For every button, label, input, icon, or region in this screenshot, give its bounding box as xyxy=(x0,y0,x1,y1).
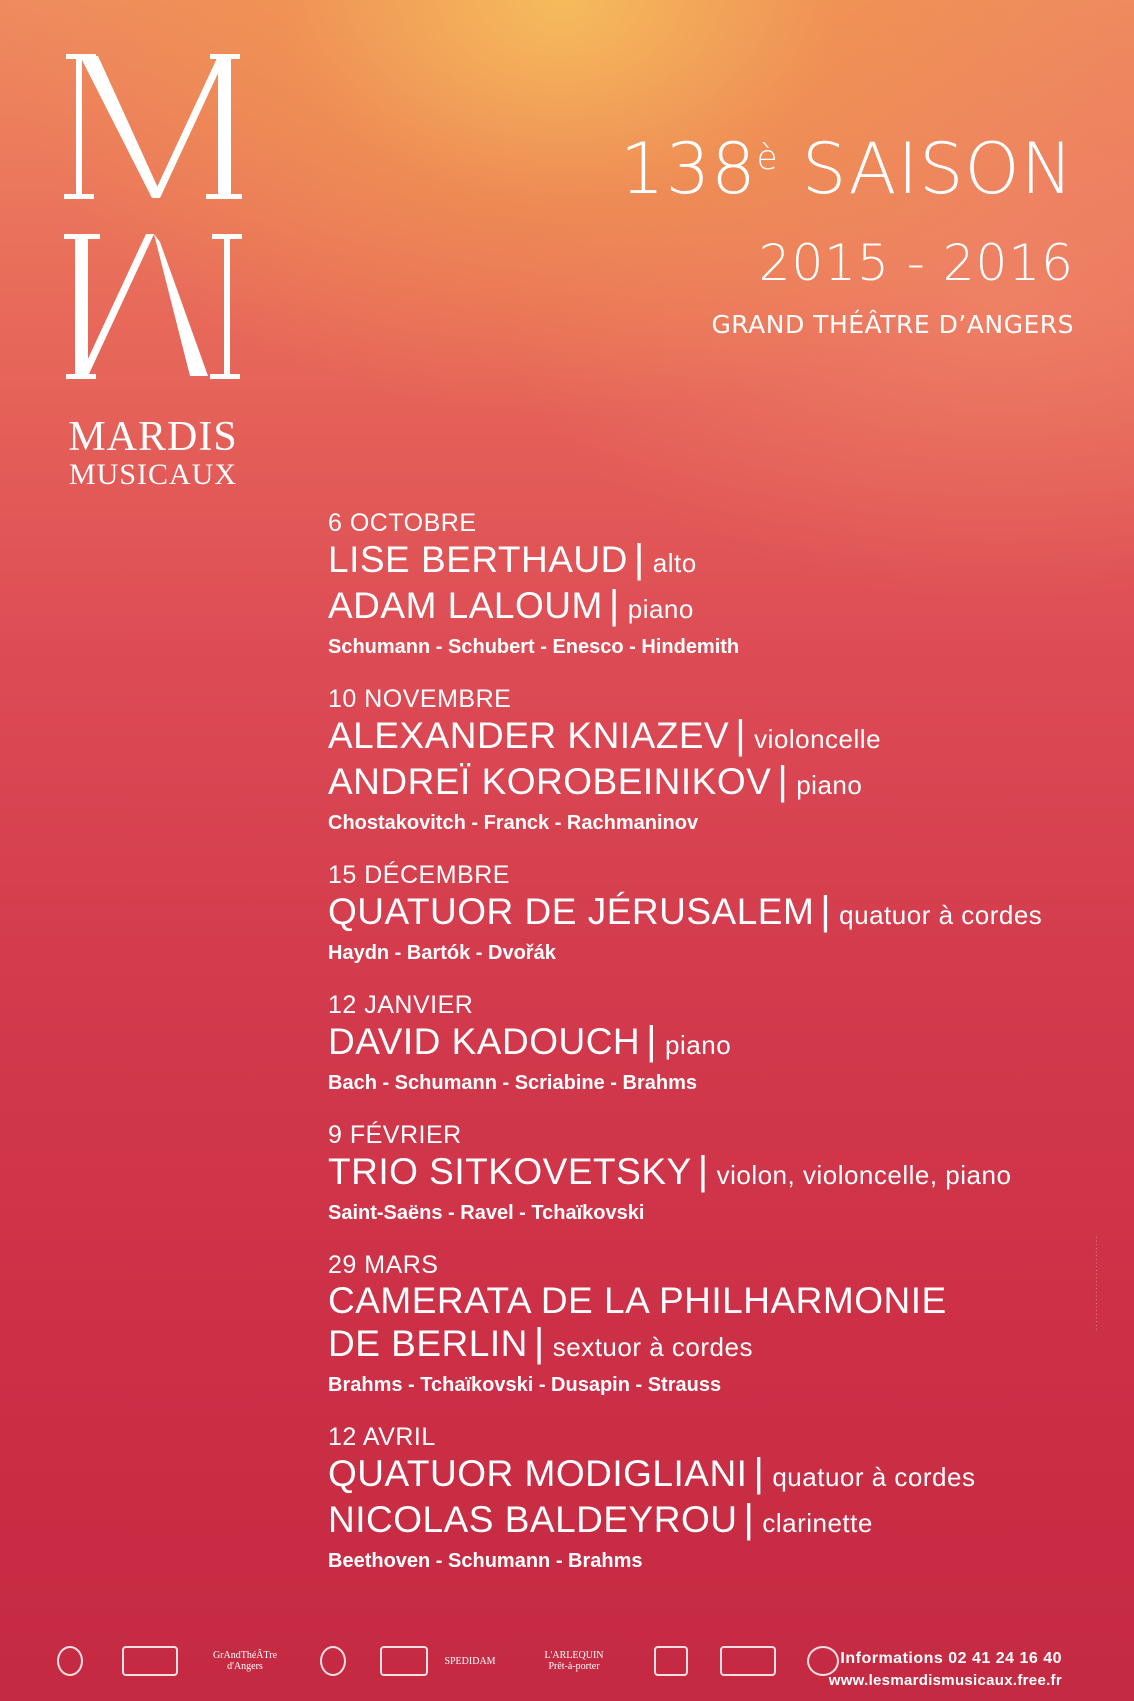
performer-instrument: alto xyxy=(652,548,697,578)
performer-name: CAMERATA DE LA PHILHARMONIE xyxy=(328,1280,947,1321)
performer-name: DE BERLIN xyxy=(328,1323,528,1364)
performer-instrument: quatuor à cordes xyxy=(839,900,1043,930)
season-word: SAISON xyxy=(801,128,1074,210)
separator-bar: | xyxy=(608,583,620,627)
concert-date: 9 FÉVRIER xyxy=(328,1121,462,1149)
logo-glyph xyxy=(57,1646,83,1676)
performer-instrument: violon, violoncelle, piano xyxy=(716,1160,1012,1190)
logo-glyph xyxy=(320,1646,346,1676)
logo xyxy=(58,48,248,490)
performer-instrument: quatuor à cordes xyxy=(772,1462,976,1492)
spedidam-logo-icon: SPEDIDAM xyxy=(444,1655,496,1667)
separator-bar: | xyxy=(735,713,747,757)
performer-name: ADAM LALOUM xyxy=(328,585,603,626)
composer-list: Beethoven - Schumann - Brahms xyxy=(328,1550,643,1572)
performer-instrument: piano xyxy=(665,1030,732,1060)
performer-line xyxy=(328,714,1088,760)
logo-line-1: MARDIS xyxy=(68,414,238,460)
info-phone: Informations 02 41 24 16 40 xyxy=(840,1650,1062,1667)
musicians-logo-icon xyxy=(378,1640,430,1682)
printer-credit: · · · · · · · · · · · · · · · · · · · · · · · · · · xyxy=(1094,1236,1100,1330)
separator-bar: | xyxy=(753,1451,765,1495)
separator-bar: | xyxy=(633,537,645,581)
concert-entry xyxy=(328,990,1088,1098)
performer-line xyxy=(328,1150,1088,1196)
performer-name: ANDREÏ KOROBEINIKOV xyxy=(328,761,772,802)
venue-name: GRAND THÉÂTRE D’ANGERS xyxy=(711,310,1074,339)
logo-glyph xyxy=(720,1646,776,1676)
angers-logo-icon xyxy=(55,1640,85,1682)
arlequin-logo-icon: L'ARLEQUIN Prêt-à-porter xyxy=(544,1650,604,1672)
performer-name: TRIO SITKOVETSKY xyxy=(328,1151,692,1192)
separator-bar: | xyxy=(820,889,832,933)
composer-list: Schumann - Schubert - Enesco - Hindemith xyxy=(328,636,740,658)
contact-info xyxy=(829,1650,1062,1689)
performer-name: QUATUOR DE JÉRUSALEM xyxy=(328,891,815,932)
performer-line xyxy=(328,1322,1088,1368)
partner-box-logo-icon xyxy=(318,1640,348,1682)
composer-list: Chostakovitch - Franck - Rachmaninov xyxy=(328,812,699,834)
season-title xyxy=(620,128,1074,210)
grand-theatre-logo-icon: GrAndThéÂTre d'Angers xyxy=(212,1650,278,1672)
concert-date: 12 AVRIL xyxy=(328,1423,436,1451)
performer-line xyxy=(328,584,1088,630)
concert-entry xyxy=(328,508,1088,662)
website-link[interactable]: www.lesmardismusicaux.free.fr xyxy=(828,1672,1062,1689)
performer-line xyxy=(328,760,1088,806)
separator-bar: | xyxy=(777,759,789,803)
separator-bar: | xyxy=(697,1149,709,1193)
performer-name: DAVID KADOUCH xyxy=(328,1021,641,1062)
composer-list: Brahms - Tchaïkovski - Dusapin - Strauss xyxy=(328,1374,722,1396)
concert-date: 10 NOVEMBRE xyxy=(328,685,512,713)
performer-name: NICOLAS BALDEYROU xyxy=(328,1499,738,1540)
performer-instrument: sextuor à cordes xyxy=(552,1332,753,1362)
performer-instrument: violoncelle xyxy=(754,724,882,754)
performer-line xyxy=(328,1498,1088,1544)
performer-line xyxy=(328,890,1088,936)
logo-wordmark xyxy=(58,416,248,490)
performer-line xyxy=(328,1020,1088,1066)
performer-instrument: piano xyxy=(627,594,694,624)
season-number: 138 xyxy=(620,128,757,210)
separator-bar: | xyxy=(743,1497,755,1541)
concert-entry xyxy=(328,1422,1088,1576)
concert-program xyxy=(328,508,1088,1598)
footer xyxy=(0,1632,1134,1692)
flag-logo-icon xyxy=(652,1640,690,1682)
concert-date: 12 JANVIER xyxy=(328,991,474,1019)
concert-entry xyxy=(328,860,1088,968)
separator-bar: | xyxy=(533,1321,545,1365)
logo-glyph xyxy=(654,1646,688,1676)
logo-glyph xyxy=(122,1646,178,1676)
car-logo-icon xyxy=(718,1640,778,1682)
concert-entry xyxy=(328,1120,1088,1228)
composer-list: Bach - Schumann - Scriabine - Brahms xyxy=(328,1072,697,1094)
performer-name: QUATUOR MODIGLIANI xyxy=(328,1453,748,1494)
performer-line xyxy=(328,538,1088,584)
performer-name: LISE BERTHAUD xyxy=(328,539,628,580)
season-suffix: è xyxy=(756,138,779,178)
concert-date: 15 DÉCEMBRE xyxy=(328,861,510,889)
performer-line xyxy=(328,1452,1088,1498)
performer-instrument: clarinette xyxy=(762,1508,873,1538)
performer-instrument: piano xyxy=(796,770,863,800)
logo-glyph xyxy=(380,1646,428,1676)
concert-entry xyxy=(328,684,1088,838)
composer-list: Saint-Saëns - Ravel - Tchaïkovski xyxy=(328,1202,645,1224)
anjou-logo-icon xyxy=(120,1640,180,1682)
mm-monogram-icon xyxy=(58,48,248,408)
logo-line-2: MUSICAUX xyxy=(68,458,238,491)
separator-bar: | xyxy=(646,1019,658,1063)
season-years: 2015 - 2016 xyxy=(758,234,1074,292)
concert-date: 29 MARS xyxy=(328,1251,439,1279)
performer-line xyxy=(328,1280,1088,1322)
composer-list: Haydn - Bartók - Dvořák xyxy=(328,942,556,964)
concert-entry xyxy=(328,1250,1088,1400)
concert-date: 6 OCTOBRE xyxy=(328,509,477,537)
performer-name: ALEXANDER KNIAZEV xyxy=(328,715,730,756)
